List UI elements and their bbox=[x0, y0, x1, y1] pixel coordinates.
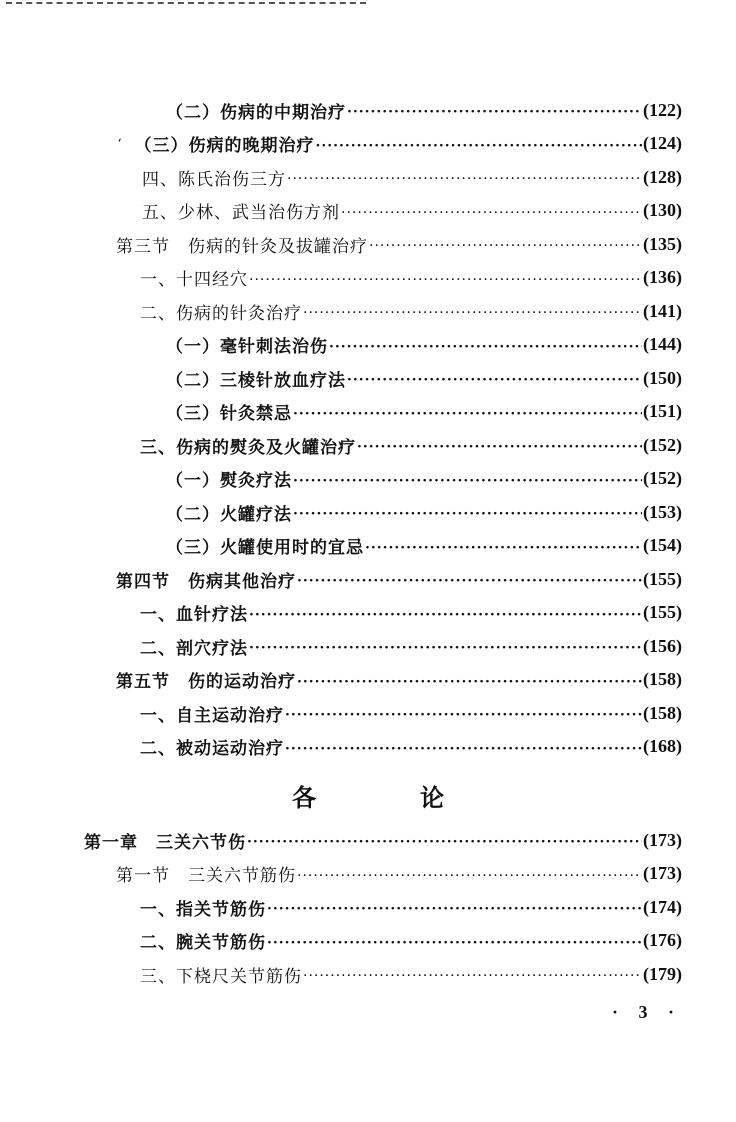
toc-entry bbox=[166, 96, 682, 124]
toc-entry bbox=[118, 130, 682, 158]
toc-entry bbox=[140, 733, 682, 761]
dot-leader bbox=[285, 708, 642, 722]
toc-entry-title: 一、指关节筋伤 bbox=[140, 899, 266, 920]
dot-leader bbox=[287, 172, 642, 186]
dot-leader bbox=[285, 742, 642, 756]
dot-leader bbox=[329, 340, 642, 354]
dot-leader bbox=[369, 239, 642, 253]
toc-entry-title: 第五节 伤的运动治疗 bbox=[116, 672, 296, 692]
toc-entry-title: 四、陈氏治伤三方 bbox=[142, 169, 286, 190]
toc-entry-page: (179) bbox=[643, 963, 682, 984]
toc-entry bbox=[116, 565, 682, 593]
dot-leader bbox=[249, 641, 642, 655]
toc-entry bbox=[140, 960, 682, 988]
dot-leader bbox=[303, 969, 642, 983]
dot-leader bbox=[247, 835, 642, 849]
margin-mark: ʻ bbox=[118, 138, 123, 149]
toc-entry-title: 第一节 三关六节筋伤 bbox=[116, 866, 296, 886]
toc-entry-title: 一、十四经穴 bbox=[140, 270, 248, 290]
toc-entry bbox=[116, 860, 682, 888]
toc-entry bbox=[140, 893, 682, 921]
toc-entry-title: 第四节 伤病其他治疗 bbox=[116, 571, 296, 592]
toc-entry bbox=[142, 197, 682, 225]
toc-entry-title: （三）伤病的晚期治疗 bbox=[134, 136, 315, 156]
toc-entry-page: (156) bbox=[643, 635, 682, 656]
dot-leader bbox=[341, 206, 642, 220]
toc-entry-title: 二、被动运动治疗 bbox=[140, 739, 284, 759]
toc-entry-title: 三、伤病的熨灸及火罐治疗 bbox=[140, 437, 356, 458]
toc-entry-title: 一、血针疗法 bbox=[140, 605, 248, 625]
toc-entry-title: 二、伤病的针灸治疗 bbox=[140, 303, 302, 324]
dot-leader bbox=[249, 273, 642, 287]
toc-entry-page: (154) bbox=[643, 535, 682, 555]
toc-entry-page: (176) bbox=[643, 930, 682, 950]
toc-entry bbox=[140, 927, 682, 955]
toc-entry bbox=[140, 699, 682, 727]
toc-entry-title: （二）三棱针放血疗法 bbox=[166, 370, 346, 391]
dot-leader bbox=[315, 139, 642, 153]
toc-entry bbox=[166, 364, 682, 392]
dot-leader bbox=[267, 936, 642, 950]
toc-entry-page: (155) bbox=[643, 568, 682, 589]
toc-entry-title: 五、少林、武当治伤方剂 bbox=[142, 203, 340, 223]
dot-leader bbox=[293, 507, 642, 521]
toc-entry bbox=[84, 826, 682, 854]
dot-leader bbox=[357, 440, 642, 454]
toc-entry-title: （二）伤病的中期治疗 bbox=[166, 102, 346, 123]
toc-entry bbox=[166, 398, 682, 426]
toc-entry-page: (173) bbox=[643, 863, 682, 883]
toc-entry-page: (144) bbox=[643, 334, 682, 354]
toc-entry-page: (158) bbox=[643, 669, 682, 689]
toc-entry-title: （一）熨灸疗法 bbox=[166, 471, 292, 491]
dot-leader bbox=[303, 306, 642, 320]
dot-leader bbox=[347, 105, 642, 119]
dot-leader bbox=[297, 675, 642, 689]
toc-entry bbox=[116, 666, 682, 694]
toc-entry bbox=[166, 465, 682, 493]
toc-entry-page: (136) bbox=[643, 267, 682, 287]
toc-entry-page: (152) bbox=[643, 468, 682, 488]
toc-entry bbox=[142, 163, 682, 191]
toc-entry-page: (151) bbox=[643, 401, 682, 421]
toc-entry-title: 第一章 三关六节伤 bbox=[84, 832, 246, 853]
top-dashed-rule bbox=[6, 2, 366, 4]
toc-entry-page: (173) bbox=[643, 829, 682, 850]
toc-entry-page: (128) bbox=[643, 166, 682, 187]
dot-leader bbox=[347, 373, 642, 387]
toc-entry-title: 一、自主运动治疗 bbox=[140, 705, 284, 726]
toc-entry bbox=[166, 331, 682, 359]
toc-entry bbox=[140, 431, 682, 459]
toc-entry-page: (152) bbox=[643, 434, 682, 455]
toc-entry-title: （三）火罐使用时的宜忌 bbox=[166, 538, 364, 558]
toc-entry-page: (141) bbox=[643, 300, 682, 321]
toc-entry bbox=[140, 632, 682, 660]
toc-entry-page: (150) bbox=[643, 367, 682, 388]
toc-entry-page: (135) bbox=[643, 233, 682, 254]
dot-leader bbox=[293, 407, 642, 421]
toc-entry bbox=[140, 297, 682, 325]
toc-entry-page: (124) bbox=[643, 133, 682, 153]
dot-leader bbox=[297, 869, 642, 883]
toc-entry bbox=[140, 599, 682, 627]
toc-entry-title: （三）针灸禁忌 bbox=[166, 404, 292, 424]
page-number: · 3 · bbox=[611, 1002, 682, 1022]
dot-leader bbox=[267, 902, 642, 916]
dot-leader bbox=[365, 541, 642, 555]
toc-entry bbox=[166, 532, 682, 560]
toc-entry-page: (130) bbox=[643, 200, 682, 220]
dot-leader bbox=[297, 574, 642, 588]
toc-entry-title: 第三节 伤病的针灸及拔罐治疗 bbox=[116, 236, 368, 257]
toc-entry-title: 二、剖穴疗法 bbox=[140, 638, 248, 659]
toc-entry-page: (174) bbox=[643, 896, 682, 917]
dot-leader bbox=[249, 608, 642, 622]
toc-entry-page: (155) bbox=[643, 602, 682, 622]
toc-entry-title: 三、下桡尺关节筋伤 bbox=[140, 966, 302, 987]
toc-entry bbox=[116, 230, 682, 258]
section-heading: 各 论 bbox=[292, 783, 484, 812]
toc-entry-title: （一）毫针刺法治伤 bbox=[166, 337, 328, 357]
toc-entry-page: (158) bbox=[643, 702, 682, 723]
toc-entry-page: (153) bbox=[643, 501, 682, 522]
toc-entry bbox=[166, 498, 682, 526]
toc-entry-title: 二、腕关节筋伤 bbox=[140, 933, 266, 953]
toc-entry-page: (122) bbox=[643, 99, 682, 120]
toc-entry-title: （二）火罐疗法 bbox=[166, 504, 292, 525]
dot-leader bbox=[293, 474, 642, 488]
toc-entry-page: (168) bbox=[643, 736, 682, 756]
toc-entry bbox=[140, 264, 682, 292]
